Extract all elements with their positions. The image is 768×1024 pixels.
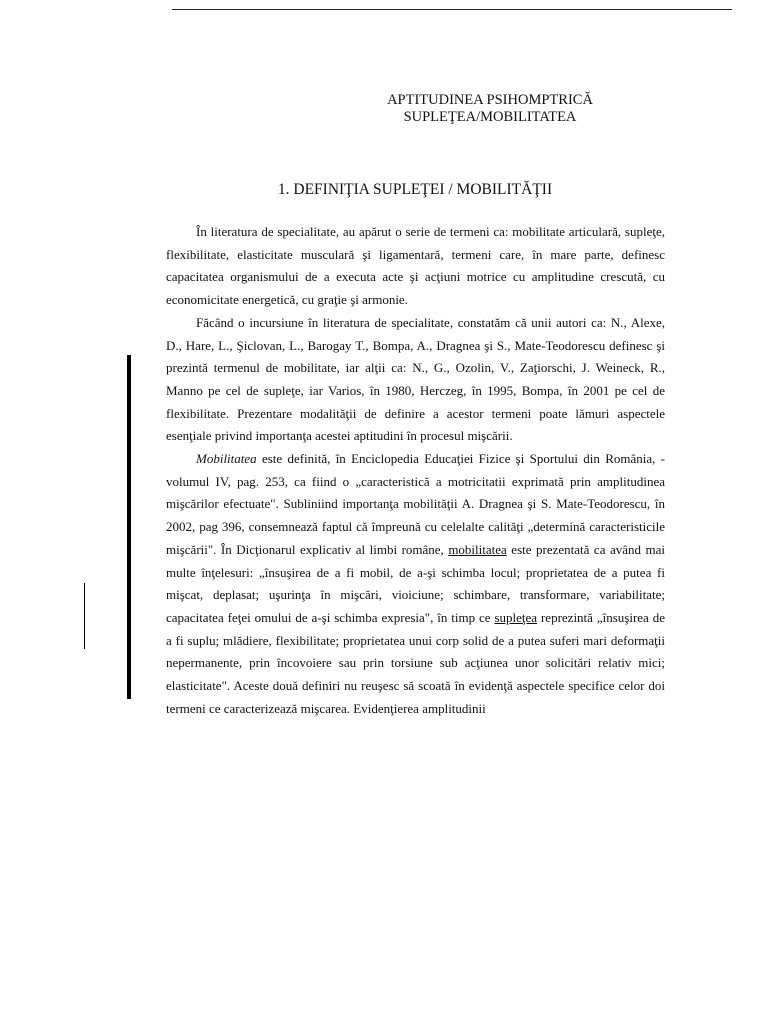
body-text	[166, 221, 665, 720]
paragraph-3-part-2: este prezentată ca având mai multe înţelesuri: „însuşirea de a fi mobil, de a-şi schimba locul; proprietatea de a putea fi mişcat, deplasat; uşurinţa în mişcări, vioiciune; schimbare, transformare, variabilitate; capacitatea feţei omului de a-şi schimba expresia", în timp ce	[166, 541, 665, 625]
term-mobilitatea-italic: Mobilitatea	[196, 451, 257, 467]
paragraph-2: Făcând o incursiune în literatura de specialitate, constatăm că unii autori ca: N., Alexe, D., Hare, L., Şiclovan, L., Barogay T., Bompa, A., Dragnea şi S., Mate-Teodorescu definesc şi prezintă termenul de mobilitate, iar alţii ca: N., G., Ozolin, V., Zaţiorschi, J. Weineck, R., Manno pe cel de supleţe, iar Varios, în 1980, Herczeg, în 1995, Bompa, în 2001 pe cel de flexibilitate. Prezentare modalităţii de definire a acestor termeni poate lămuri aspectele esenţiale privind importanţa acestei aptitudini în procesul mişcării.	[166, 314, 665, 444]
term-mobilitatea-underlined: mobilitatea	[448, 541, 507, 557]
paragraph-3	[166, 448, 665, 720]
paragraph-3-part-3: reprezintă „însuşirea de a fi suplu; mlădiere, flexibilitate; proprietatea unui corp solid de a putea suferi mari deformaţii nepermanente, prin încovoiere sau prin torsiune sub acţiunea unor solicitări relativ mici; elasticitate". Aceste două definiri nu reuşesc să scoată în evidenţă aspectele specifice celor doi termeni ce caracterizează mişcarea. Evidenţierea amplitudinii	[166, 609, 666, 716]
paragraph-3-part-1: este definită, în Enciclopedia Educaţiei Fizice şi Sportului din România, - volumul IV, pag. 253, ca fiind o „caracteristică a motricitatii exprimată prin amplitudinea mişcărilor efectuate". Subliniind importanţa mobilităţii A. Dragnea şi S. Mate-Teodorescu, în 2002, pag 396, consemnează faptul că împreună cu celelalte calităţi „determină caracteristicile mişcării". În Dicţionarul explicativ al limbi române,	[166, 451, 665, 557]
term-supletea-underlined: supleţea	[494, 609, 538, 625]
document-subtitle: SUPLEŢEA/MOBILITATEA	[403, 109, 577, 125]
margin-change-bar-small	[84, 583, 85, 649]
paragraph-1: În literatura de specialitate, au apărut o serie de termeni ca: mobilitate articulară, supleţe, flexibilitate, elasticitate musculară şi ligamentară, termeni care, în mare parte, definesc capacitatea organismului de a executa acte şi acţiuni motrice cu amplitudine crescută, cu economicitate energetică, cu graţie şi armonie.	[166, 224, 665, 308]
margin-change-bar	[127, 355, 131, 699]
document-title: APTITUDINEA PSIHOMPTRICĂ	[387, 92, 593, 108]
header-rule	[172, 9, 732, 10]
section-heading: 1. DEFINIŢIA SUPLEŢEI / MOBILITĂŢII	[277, 181, 553, 198]
